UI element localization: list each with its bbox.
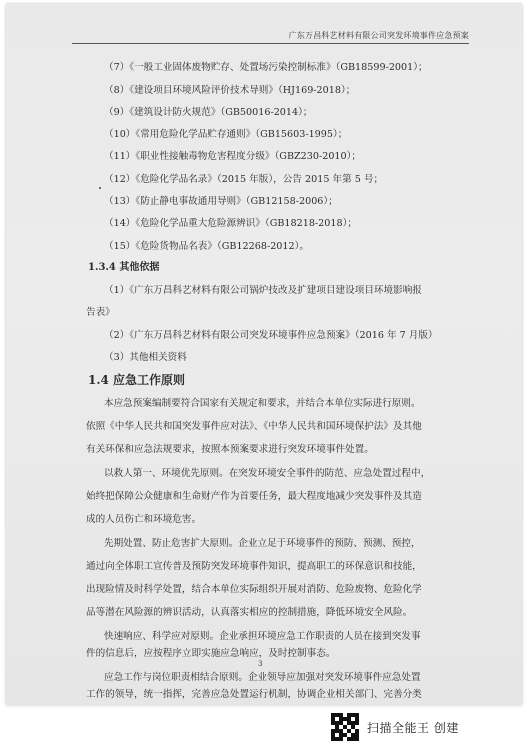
paragraph-line: 通过向全体职工宣传普及预防突发环境事件知识，提高职工的环保意识和技能， bbox=[86, 561, 422, 572]
page-number: 3 bbox=[258, 660, 263, 668]
section-heading-1-3-4: 1.3.4 其他依据 bbox=[88, 262, 160, 273]
paragraph-line: 先期处置、防止危害扩大原则。企业立足于环境事件的预防、预测、预控， bbox=[104, 538, 421, 549]
reference-item: （14）《危险化学品重大危险源辨识》（GB18218-2018）； bbox=[104, 218, 357, 229]
scanner-label: 扫描全能王 创建 bbox=[367, 720, 459, 735]
basis-item-1: （1）《广东万昌科艺材料有限公司锅炉技改及扩建项目建设项目环境影响报 bbox=[104, 285, 422, 296]
reference-item: （13）《防止静电事故通用导则》（GB12158-2006）； bbox=[104, 196, 338, 207]
paragraph-line: 以救人第一、环境优先原则。在突发环境安全事件的防范、应急处置过程中， bbox=[104, 468, 431, 479]
paragraph-line: 有关环保和应急法规要求，按照本预案要求进行突发环境事件处置。 bbox=[86, 444, 374, 455]
basis-item-2: （2）《广东万昌科艺材料有限公司突发环境事件应急预案》（2016 年 7 月版） bbox=[104, 330, 438, 341]
running-header: 广东万昌科艺材料有限公司突发环境事件应急预案 bbox=[288, 31, 469, 40]
paragraph-line: 品等潜在风险源的辨识活动，认真落实相应的控制措施，降低环境安全风险。 bbox=[86, 607, 413, 618]
paragraph-line: 出现险情及时科学处置，结合本单位实际组织开展对消防、危险废物、危险化学 bbox=[86, 584, 422, 595]
reference-item: （15）《危险货物品名表》（GB12268-2012）。 bbox=[104, 241, 310, 252]
paragraph-line: 成的人员伤亡和环境危害。 bbox=[86, 514, 202, 525]
basis-item-3: （3）其他相关资料 bbox=[104, 352, 187, 363]
paragraph-line: 始终把保障公众健康和生命财产作为首要任务，最大程度地减少突发事件及其造 bbox=[86, 491, 422, 502]
paragraph-line: 依照《中华人民共和国突发事件应对法》、《中华人民共和国环境保护法》及其他 bbox=[86, 421, 422, 432]
basis-item-1-cont: 告表》 bbox=[86, 307, 115, 318]
scanner-watermark bbox=[331, 712, 459, 742]
paragraph-line: 应急工作与岗位职责相结合原则。企业领导应加强对突发环境事件应急处置 bbox=[104, 672, 421, 683]
reference-item: （11）《职业性接触毒物危害程度分级》（GBZ230-2010）； bbox=[104, 151, 362, 162]
reference-item: （10）《常用危险化学品贮存通则》（GB15603-1995）； bbox=[104, 129, 348, 140]
reference-item: （7）《一般工业固体废物贮存、处置场污染控制标准》（GB18599-2001）； bbox=[104, 62, 428, 73]
paragraph-line: 工作的领导，统一指挥，完善应急处置运行机制，协调企业相关部门、完善分类 bbox=[86, 689, 422, 700]
paragraph-line: 本应急预案编制要符合国家有关规定和要求，并结合本单位实际进行原则。 bbox=[104, 398, 421, 409]
qr-code-icon bbox=[331, 713, 359, 741]
stray-mark bbox=[99, 187, 101, 189]
paragraph-line: 件的信息后，应按程序立即实施应急响应，及时控制事态。 bbox=[86, 648, 336, 659]
section-heading-1-4: 1.4 应急工作原则 bbox=[88, 373, 186, 387]
paragraph-line: 快速响应、科学应对原则。企业承担环境应急工作职责的人员在接到突发事 bbox=[104, 631, 421, 642]
reference-item: （8）《建设项目环境风险评价技术导则》（HJ169-2018）； bbox=[104, 85, 356, 96]
reference-item: （12）《危险化学品名录》（2015 年版），公告 2015 年第 5 号； bbox=[104, 174, 384, 185]
reference-item: （9）《建筑设计防火规范》（GB50016-2014）； bbox=[104, 107, 313, 118]
header-rule bbox=[72, 43, 469, 44]
